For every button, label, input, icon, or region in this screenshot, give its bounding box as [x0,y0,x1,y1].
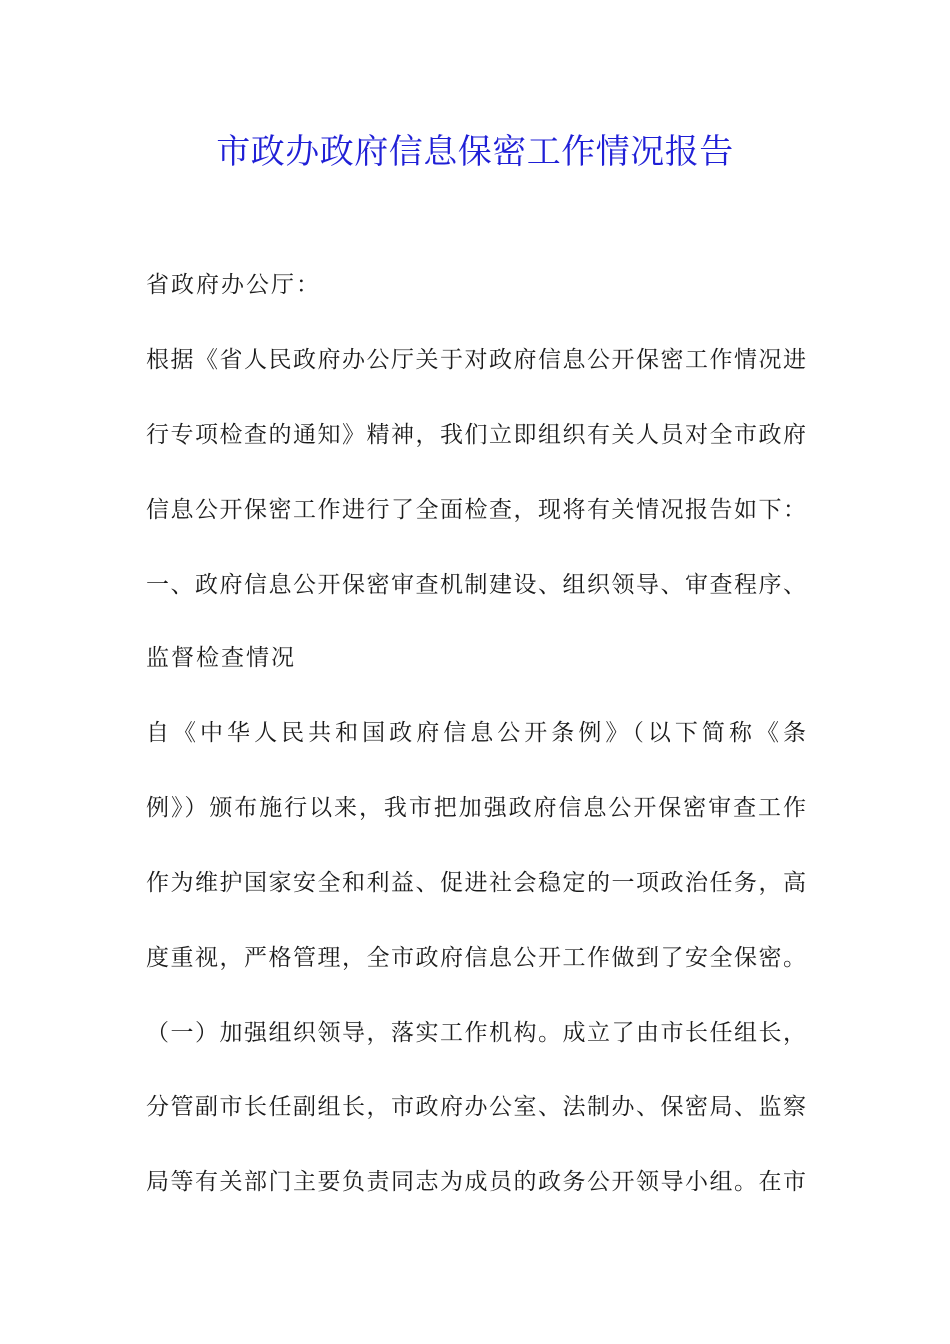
salutation-line: 省政府办公厅： [146,272,321,298]
body-line: 信息公开保密工作进行了全面检查，现将有关情况报告如下： [146,497,806,523]
body-line: 行专项检查的通知》精神，我们立即组织有关人员对全市政府 [146,422,806,448]
section-heading-line: 一、政府信息公开保密审查机制建设、组织领导、审查程序、 [146,572,806,598]
body-line: 度重视，严格管理，全市政府信息公开工作做到了安全保密。 [146,945,806,971]
document-title: 市政办政府信息保密工作情况报告 [216,132,734,172]
body-line: 分管副市长任副组长，市政府办公室、法制办、保密局、监察 [146,1094,806,1120]
body-line: 自《中华人民共和国政府信息公开条例》（以下简称《条 [146,720,806,746]
body-line: （一）加强组织领导，落实工作机构。成立了由市长任组长， [146,1020,806,1046]
body-line: 作为维护国家安全和利益、促进社会稳定的一项政治任务，高 [146,870,806,896]
body-line: 根据《省人民政府办公厅关于对政府信息公开保密工作情况进 [146,347,806,373]
section-heading-line: 监督检查情况 [146,645,296,671]
body-line: 局等有关部门主要负责同志为成员的政务公开领导小组。在市 [146,1169,806,1195]
body-line: 例》）颁布施行以来，我市把加强政府信息公开保密审查工作 [146,795,806,821]
